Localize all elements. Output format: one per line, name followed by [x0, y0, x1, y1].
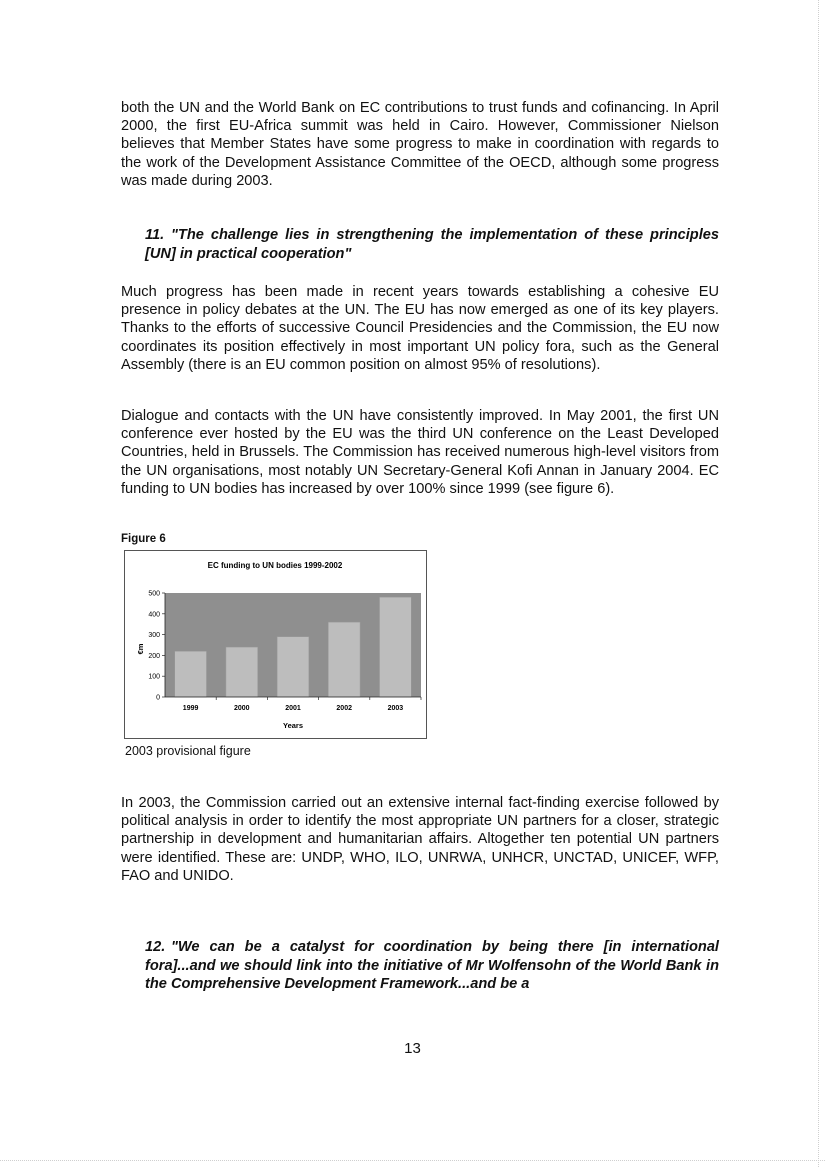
heading-text: "The challenge lies in strengthening the implementation of these principles [UN] in practical cooperation" [145, 227, 719, 262]
page-number: 13 [404, 1040, 421, 1057]
y-tick-label-300: 300 [148, 632, 160, 640]
bar-chart [125, 551, 426, 738]
page-edge-right [818, 0, 819, 1167]
chart-title: EC funding to UN bodies 1999-2002 [207, 561, 343, 570]
heading-number: 12. [145, 939, 166, 955]
paragraph-intro: both the UN and the World Bank on EC contributions to trust funds and cofinancing. In April 2000, the first EU-Africa summit was held in Cairo. However, Commissioner Nielson believes that Member States have some progress to make in coordination with regards to the work of the Development Assistance Committee of the OECD, although some progress was made during 2003. [121, 100, 719, 189]
heading-text: "We can be a catalyst for coordination by being there [in international fora]...and we should link into the initiative of Mr Wolfensohn of the World Bank in the Comprehensive Development Framework...and be a [145, 939, 719, 992]
y-tick-label-500: 500 [148, 590, 160, 598]
figure-6-chart [124, 550, 427, 739]
x-tick-label-1999: 1999 [182, 705, 199, 712]
bar-1999 [175, 651, 207, 697]
heading-number: 11. [145, 227, 165, 243]
section-heading-12 [145, 938, 719, 994]
x-tick-label-2002: 2002 [336, 705, 352, 712]
paragraph-fact-finding: In 2003, the Commission carried out an extensive internal fact-finding exercise followed by political analysis in order to identify the most appropriate UN partners for a closer, strategic partnership in development and humanitarian affairs. Altogether ten potential UN partners were identified. These are: UNDP, WHO, ILO, UNRWA, UNHCR, UNCTAD, UNICEF, WFP, FAO and UNIDO. [121, 795, 719, 884]
bar-2000 [226, 647, 258, 697]
y-axis-label: €m [136, 643, 145, 655]
x-tick-label-2001: 2001 [285, 705, 301, 712]
y-tick-label-400: 400 [148, 611, 160, 619]
bar-2003 [380, 597, 412, 697]
paragraph-dialogue: Dialogue and contacts with the UN have consistently improved. In May 2001, the first UN conference ever hosted by the EU was the third UN conference on the Least Developed Countries, held in Brussels. The Commission has received numerous high-level visitors from the UN organisations, most notably UN Secretary-General Kofi Annan in January 2004. EC funding to UN bodies has increased by over 100% since 1999 (see figure 6). [121, 408, 719, 497]
y-tick-label-100: 100 [148, 673, 160, 681]
figure-label: Figure 6 [121, 533, 166, 545]
bar-2002 [328, 622, 360, 697]
x-tick-label-2000: 2000 [234, 705, 250, 712]
y-tick-label-200: 200 [148, 652, 160, 660]
bar-2001 [277, 637, 309, 697]
x-tick-label-2003: 2003 [387, 705, 404, 712]
figure-note: 2003 provisional figure [125, 744, 251, 758]
section-heading-11 [145, 226, 719, 263]
x-axis-label: Years [282, 721, 304, 730]
y-tick-label-0: 0 [156, 694, 160, 702]
paragraph-eu-presence: Much progress has been made in recent years towards establishing a cohesive EU presence in policy debates at the UN. The EU has now emerged as one of its key players. Thanks to the efforts of successive Council Presidencies and the Commission, the EU now coordinates its position effectively in most important UN policy fora, such as the General Assembly (there is an EU common position on almost 95% of resolutions). [121, 284, 719, 373]
page-edge-bottom [0, 1160, 825, 1161]
